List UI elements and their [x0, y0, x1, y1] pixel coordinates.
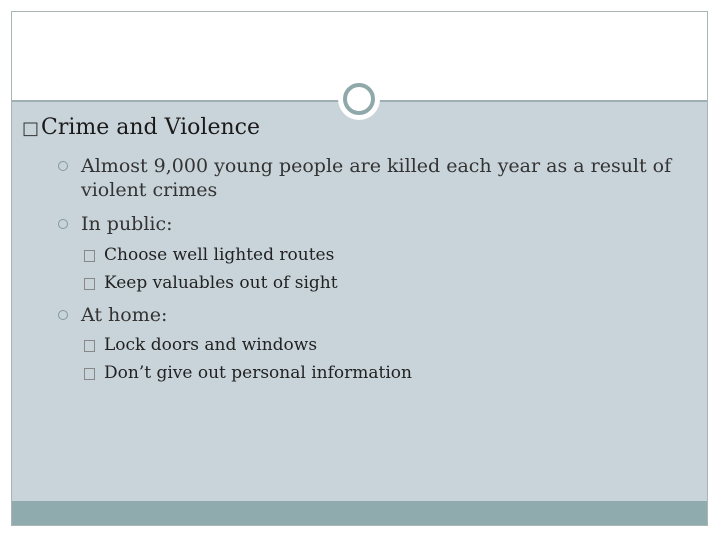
circle-bullet-icon: [58, 219, 68, 229]
slide-title: [22, 115, 260, 140]
sub-list: [84, 331, 704, 387]
bullet-item: [58, 154, 678, 202]
box-bullet-icon: [84, 250, 95, 262]
slide-title-text: Crime and Violence: [41, 115, 260, 140]
sub-item: [84, 269, 704, 297]
bullet-item: [58, 303, 678, 327]
bullet-text: At home:: [81, 304, 168, 326]
circle-bullet-icon: [58, 161, 68, 171]
bullet-list: [58, 212, 678, 236]
bullet-list: [58, 154, 678, 202]
sub-list: [84, 241, 704, 297]
sub-item: [84, 331, 704, 359]
sub-item-text: Choose well lighted routes: [104, 245, 335, 265]
bullet-list: [58, 303, 678, 327]
circle-bullet-icon: [58, 310, 68, 320]
sub-item-text: Lock doors and windows: [104, 335, 318, 355]
bullet-text: Almost 9,000 young people are killed each year as a result of violent crimes: [81, 155, 672, 201]
bullet-text: In public:: [81, 213, 173, 235]
box-bullet-icon: [84, 278, 95, 290]
bullet-item: [58, 212, 678, 236]
sub-item-text: Keep valuables out of sight: [104, 273, 338, 293]
sub-item: [84, 359, 704, 387]
ornament-circle-icon: [338, 78, 380, 120]
footer-band: [12, 501, 707, 525]
sub-item-text: Don’t give out personal information: [104, 363, 412, 383]
title-bullet-icon: □: [22, 118, 40, 139]
ring-icon: [343, 83, 375, 115]
box-bullet-icon: [84, 368, 95, 380]
box-bullet-icon: [84, 340, 95, 352]
sub-item: [84, 241, 704, 269]
